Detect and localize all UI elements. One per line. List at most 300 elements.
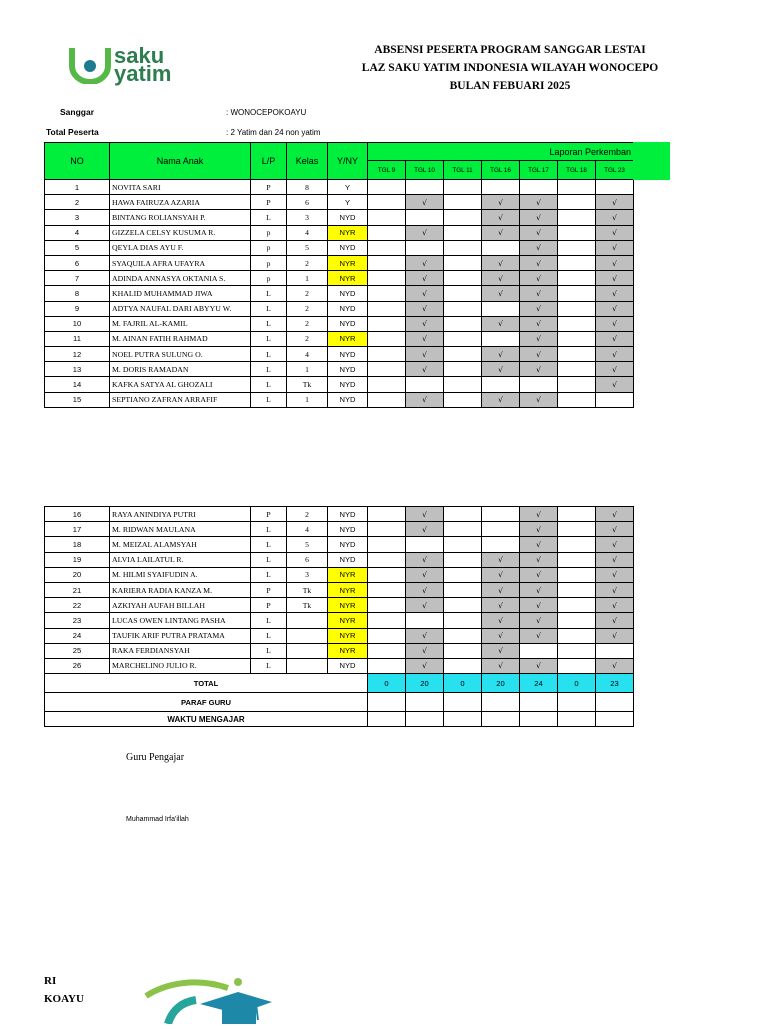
row-kelas: 6 — [287, 552, 328, 567]
attendance-cell — [596, 180, 634, 195]
total-value-0: 0 — [368, 674, 406, 693]
attendance-check-mark: √ — [406, 331, 444, 346]
date-header-6: TGL 23 — [596, 161, 634, 180]
attendance-check-mark: √ — [520, 362, 558, 377]
attendance-cell — [406, 180, 444, 195]
row-yny: NYR — [328, 582, 368, 597]
row-lp: P — [251, 195, 287, 210]
row-yny: NYD — [328, 301, 368, 316]
row-kelas: 5 — [287, 240, 328, 255]
attendance-cell — [558, 522, 596, 537]
attendance-check-mark: √ — [482, 598, 520, 613]
table-row — [45, 567, 634, 582]
date-header-0: TGL 9 — [368, 161, 406, 180]
signature-role: Guru Pengajar — [126, 752, 185, 763]
empty-cell — [596, 693, 634, 712]
bottom-text-2: KOAYU — [44, 993, 84, 1005]
attendance-cell — [558, 195, 596, 210]
row-name: BINTANG ROLIANSYAH P. — [110, 210, 251, 225]
row-no: 26 — [45, 658, 110, 673]
attendance-check-mark: √ — [520, 240, 558, 255]
document-title-line-3: BULAN FEBUARI 2025 — [449, 80, 571, 92]
attendance-cell — [482, 377, 520, 392]
total-row — [45, 674, 634, 693]
table-row — [45, 507, 634, 522]
attendance-cell — [368, 582, 406, 597]
attendance-cell — [558, 301, 596, 316]
row-lp: L — [251, 316, 287, 331]
table-row — [45, 225, 634, 240]
attendance-check-mark: √ — [596, 225, 634, 240]
row-name: QEYLA DIAS AYU F. — [110, 240, 251, 255]
row-kelas — [287, 643, 328, 658]
row-kelas: 4 — [287, 225, 328, 240]
attendance-check-mark: √ — [482, 195, 520, 210]
table-row — [45, 643, 634, 658]
attendance-check-mark: √ — [520, 522, 558, 537]
attendance-check-mark: √ — [406, 582, 444, 597]
table-row — [45, 301, 634, 316]
header-nama-anak: Nama Anak — [110, 143, 251, 180]
row-kelas: 2 — [287, 255, 328, 270]
total-value-3: 20 — [482, 674, 520, 693]
bottom-text-1: RI — [44, 975, 57, 987]
row-kelas: 4 — [287, 347, 328, 362]
row-lp: L — [251, 658, 287, 673]
row-no: 21 — [45, 582, 110, 597]
attendance-check-mark: √ — [520, 582, 558, 597]
table-row — [45, 522, 634, 537]
row-kelas: 8 — [287, 180, 328, 195]
row-no: 3 — [45, 210, 110, 225]
table-row — [45, 195, 634, 210]
row-kelas: 3 — [287, 210, 328, 225]
row-no: 10 — [45, 316, 110, 331]
row-no: 16 — [45, 507, 110, 522]
header-laporan: Laporan Perkemban — [368, 143, 634, 161]
row-no: 12 — [45, 347, 110, 362]
attendance-cell — [444, 552, 482, 567]
attendance-cell — [368, 507, 406, 522]
attendance-cell — [368, 271, 406, 286]
attendance-cell — [558, 628, 596, 643]
attendance-cell — [444, 210, 482, 225]
attendance-check-mark: √ — [482, 286, 520, 301]
row-name: SYAQUILA AFRA UFAYRA — [110, 255, 251, 270]
row-lp: p — [251, 225, 287, 240]
attendance-check-mark: √ — [596, 255, 634, 270]
row-no: 23 — [45, 613, 110, 628]
row-lp: p — [251, 271, 287, 286]
table-row — [45, 392, 634, 407]
total-value-2: 0 — [444, 674, 482, 693]
row-no: 11 — [45, 331, 110, 346]
row-lp: L — [251, 643, 287, 658]
attendance-cell — [558, 286, 596, 301]
attendance-cell — [444, 362, 482, 377]
date-header-5: TGL 18 — [558, 161, 596, 180]
row-lp: L — [251, 392, 287, 407]
row-yny: NYD — [328, 392, 368, 407]
attendance-cell — [558, 316, 596, 331]
row-lp: P — [251, 582, 287, 597]
row-kelas — [287, 628, 328, 643]
row-lp: L — [251, 552, 287, 567]
row-no: 5 — [45, 240, 110, 255]
table-row — [45, 613, 634, 628]
attendance-check-mark: √ — [596, 377, 634, 392]
row-yny: NYD — [328, 377, 368, 392]
attendance-cell — [558, 552, 596, 567]
attendance-cell — [444, 598, 482, 613]
attendance-check-mark: √ — [406, 286, 444, 301]
empty-cell — [520, 712, 558, 727]
attendance-check-mark: √ — [482, 255, 520, 270]
row-kelas: 1 — [287, 271, 328, 286]
graduation-logo — [138, 974, 278, 1024]
attendance-cell — [368, 316, 406, 331]
attendance-cell — [558, 347, 596, 362]
attendance-cell — [444, 628, 482, 643]
attendance-check-mark: √ — [520, 347, 558, 362]
row-kelas: 2 — [287, 301, 328, 316]
row-yny: NYD — [328, 347, 368, 362]
attendance-check-mark: √ — [482, 658, 520, 673]
attendance-check-mark: √ — [406, 195, 444, 210]
row-no: 25 — [45, 643, 110, 658]
table-row — [45, 347, 634, 362]
row-no: 1 — [45, 180, 110, 195]
row-no: 7 — [45, 271, 110, 286]
total-value-1: 20 — [406, 674, 444, 693]
attendance-check-mark: √ — [520, 537, 558, 552]
attendance-cell — [444, 567, 482, 582]
attendance-cell — [558, 507, 596, 522]
row-name: KAFKA SATYA AL GHOZALI — [110, 377, 251, 392]
attendance-check-mark: √ — [406, 567, 444, 582]
attendance-check-mark: √ — [520, 658, 558, 673]
attendance-check-mark: √ — [482, 643, 520, 658]
attendance-cell — [558, 392, 596, 407]
table-row — [45, 582, 634, 597]
row-kelas: 2 — [287, 316, 328, 331]
row-yny: NYD — [328, 658, 368, 673]
row-no: 22 — [45, 598, 110, 613]
empty-cell — [368, 712, 406, 727]
row-kelas: 2 — [287, 331, 328, 346]
empty-cell — [368, 693, 406, 712]
row-no: 9 — [45, 301, 110, 316]
saku-yatim-logo-mark — [68, 44, 112, 84]
attendance-check-mark: √ — [520, 255, 558, 270]
attendance-cell — [368, 613, 406, 628]
attendance-check-mark: √ — [482, 552, 520, 567]
row-lp: p — [251, 255, 287, 270]
attendance-check-mark: √ — [482, 347, 520, 362]
empty-cell — [482, 712, 520, 727]
attendance-cell — [444, 377, 482, 392]
attendance-cell — [558, 255, 596, 270]
total-label: TOTAL — [45, 674, 368, 693]
date-header-4: TGL 17 — [520, 161, 558, 180]
graduation-cap-icon — [138, 974, 278, 1024]
row-kelas: 1 — [287, 362, 328, 377]
table-row — [45, 240, 634, 255]
attendance-cell — [406, 613, 444, 628]
row-name: NOVITA SARI — [110, 180, 251, 195]
row-lp: P — [251, 598, 287, 613]
row-yny: NYR — [328, 567, 368, 582]
attendance-cell — [482, 522, 520, 537]
row-lp: L — [251, 537, 287, 552]
attendance-check-mark: √ — [596, 362, 634, 377]
row-yny: NYR — [328, 331, 368, 346]
attendance-cell — [368, 180, 406, 195]
row-name: TAUFIK ARIF PUTRA PRATAMA — [110, 628, 251, 643]
row-kelas: 6 — [287, 195, 328, 210]
empty-cell — [444, 712, 482, 727]
row-kelas: 4 — [287, 522, 328, 537]
attendance-check-mark: √ — [482, 210, 520, 225]
row-no: 20 — [45, 567, 110, 582]
attendance-cell — [406, 537, 444, 552]
table-row — [45, 331, 634, 346]
attendance-cell — [368, 377, 406, 392]
empty-cell — [444, 693, 482, 712]
attendance-rows-1 — [45, 180, 634, 408]
attendance-cell — [368, 537, 406, 552]
row-yny: NYD — [328, 522, 368, 537]
attendance-cell — [482, 240, 520, 255]
waktu-mengajar-row — [45, 712, 634, 727]
attendance-cell — [368, 643, 406, 658]
row-yny: NYD — [328, 210, 368, 225]
attendance-cell — [558, 331, 596, 346]
attendance-cell — [520, 377, 558, 392]
table-row — [45, 180, 634, 195]
row-lp: L — [251, 347, 287, 362]
attendance-check-mark: √ — [406, 522, 444, 537]
attendance-check-mark: √ — [520, 316, 558, 331]
attendance-cell — [406, 377, 444, 392]
attendance-cell — [558, 613, 596, 628]
row-name: AZKIYAH AUFAH BILLAH — [110, 598, 251, 613]
attendance-check-mark: √ — [520, 225, 558, 240]
row-kelas — [287, 613, 328, 628]
attendance-check-mark: √ — [406, 225, 444, 240]
attendance-check-mark: √ — [406, 507, 444, 522]
attendance-check-mark: √ — [482, 362, 520, 377]
attendance-cell — [558, 240, 596, 255]
attendance-cell — [444, 180, 482, 195]
row-lp: L — [251, 377, 287, 392]
attendance-cell — [368, 522, 406, 537]
attendance-rows-2 — [45, 507, 634, 674]
row-name: ALVIA LAILATUL R. — [110, 552, 251, 567]
attendance-cell — [368, 552, 406, 567]
row-yny: NYD — [328, 240, 368, 255]
attendance-check-mark: √ — [520, 286, 558, 301]
row-name: M. RIDWAN MAULANA — [110, 522, 251, 537]
empty-cell — [406, 693, 444, 712]
attendance-table-1 — [44, 142, 634, 408]
empty-cell — [520, 693, 558, 712]
empty-cell — [482, 693, 520, 712]
row-kelas: 5 — [287, 537, 328, 552]
table-row — [45, 537, 634, 552]
table-row — [45, 552, 634, 567]
attendance-cell — [596, 392, 634, 407]
attendance-cell — [368, 331, 406, 346]
date-header-2: TGL 11 — [444, 161, 482, 180]
attendance-check-mark: √ — [406, 658, 444, 673]
total-value-4: 24 — [520, 674, 558, 693]
attendance-check-mark: √ — [596, 537, 634, 552]
empty-cell — [596, 712, 634, 727]
row-kelas: Tk — [287, 582, 328, 597]
attendance-cell — [558, 362, 596, 377]
row-no: 15 — [45, 392, 110, 407]
row-lp: P — [251, 180, 287, 195]
total-peserta-label: Total Peserta — [46, 127, 99, 137]
attendance-cell — [558, 180, 596, 195]
table-row — [45, 362, 634, 377]
attendance-check-mark: √ — [596, 347, 634, 362]
attendance-check-mark: √ — [596, 301, 634, 316]
attendance-check-mark: √ — [520, 552, 558, 567]
row-yny: NYD — [328, 286, 368, 301]
attendance-check-mark: √ — [406, 255, 444, 270]
row-yny: NYR — [328, 613, 368, 628]
attendance-check-mark: √ — [596, 331, 634, 346]
row-kelas: Tk — [287, 377, 328, 392]
row-lp: L — [251, 522, 287, 537]
row-lp: L — [251, 613, 287, 628]
attendance-cell — [444, 658, 482, 673]
row-yny: NYR — [328, 255, 368, 270]
row-no: 2 — [45, 195, 110, 210]
attendance-check-mark: √ — [596, 240, 634, 255]
attendance-check-mark: √ — [482, 613, 520, 628]
row-yny: NYR — [328, 271, 368, 286]
row-kelas: 1 — [287, 392, 328, 407]
attendance-check-mark: √ — [596, 210, 634, 225]
attendance-cell — [368, 362, 406, 377]
attendance-check-mark: √ — [482, 316, 520, 331]
attendance-cell — [444, 255, 482, 270]
attendance-check-mark: √ — [596, 552, 634, 567]
row-name: HAWA FAIRUZA AZARIA — [110, 195, 251, 210]
attendance-check-mark: √ — [596, 316, 634, 331]
row-yny: NYR — [328, 643, 368, 658]
attendance-cell — [558, 567, 596, 582]
attendance-cell — [368, 255, 406, 270]
row-name: M. FAJRIL AL-KAMIL — [110, 316, 251, 331]
row-yny: Y — [328, 195, 368, 210]
attendance-cell — [368, 347, 406, 362]
row-name: GIZZELA CELSY KUSUMA R. — [110, 225, 251, 240]
attendance-cell — [520, 643, 558, 658]
attendance-check-mark: √ — [520, 331, 558, 346]
row-name: NOEL PUTRA SULUNG O. — [110, 347, 251, 362]
row-name: M. HILMI SYAIFUDIN A. — [110, 567, 251, 582]
total-peserta-value: : 2 Yatim dan 24 non yatim — [226, 128, 321, 137]
attendance-cell — [444, 225, 482, 240]
header-yny: Y/NY — [328, 143, 368, 180]
attendance-cell — [444, 537, 482, 552]
attendance-cell — [558, 582, 596, 597]
row-no: 6 — [45, 255, 110, 270]
header-extension — [633, 142, 670, 180]
attendance-check-mark: √ — [596, 628, 634, 643]
row-yny: NYR — [328, 225, 368, 240]
row-name: RAKA FERDIANSYAH — [110, 643, 251, 658]
row-name: RAYA ANINDIYA PUTRI — [110, 507, 251, 522]
attendance-cell — [482, 537, 520, 552]
header-kelas: Kelas — [287, 143, 328, 180]
attendance-cell — [558, 598, 596, 613]
total-value-6: 23 — [596, 674, 634, 693]
attendance-cell — [482, 301, 520, 316]
attendance-check-mark: √ — [520, 271, 558, 286]
attendance-check-mark: √ — [406, 392, 444, 407]
document-title-line-2: LAZ SAKU YATIM INDONESIA WILAYAH WONOCEPO — [361, 62, 659, 74]
row-name: M. MEIZAL ALAMSYAH — [110, 537, 251, 552]
attendance-check-mark: √ — [482, 225, 520, 240]
attendance-check-mark: √ — [520, 613, 558, 628]
attendance-check-mark: √ — [406, 643, 444, 658]
date-header-3: TGL 16 — [482, 161, 520, 180]
attendance-cell — [558, 658, 596, 673]
row-name: M. DORIS RAMADAN — [110, 362, 251, 377]
row-name: LUCAS OWEN LINTANG PASHA — [110, 613, 251, 628]
attendance-cell — [558, 225, 596, 240]
attendance-check-mark: √ — [482, 582, 520, 597]
table-row — [45, 316, 634, 331]
attendance-check-mark: √ — [596, 613, 634, 628]
row-name: KARIERA RADIA KANZA M. — [110, 582, 251, 597]
row-lp: L — [251, 628, 287, 643]
empty-cell — [406, 712, 444, 727]
row-name: MARCHELINO JULIO R. — [110, 658, 251, 673]
row-no: 19 — [45, 552, 110, 567]
table-row — [45, 658, 634, 673]
attendance-check-mark: √ — [520, 567, 558, 582]
attendance-cell — [444, 613, 482, 628]
attendance-cell — [368, 392, 406, 407]
row-yny: Y — [328, 180, 368, 195]
row-lp: P — [251, 507, 287, 522]
attendance-check-mark: √ — [596, 507, 634, 522]
attendance-cell — [482, 507, 520, 522]
attendance-check-mark: √ — [406, 271, 444, 286]
row-no: 18 — [45, 537, 110, 552]
attendance-cell — [520, 180, 558, 195]
row-name: ADINDA ANNASYA OKTANIA S. — [110, 271, 251, 286]
attendance-check-mark: √ — [482, 567, 520, 582]
attendance-cell — [368, 240, 406, 255]
attendance-check-mark: √ — [520, 301, 558, 316]
row-kelas: 2 — [287, 286, 328, 301]
attendance-check-mark: √ — [596, 567, 634, 582]
attendance-cell — [406, 210, 444, 225]
signature-name: Muhammad Irfa'illah — [126, 816, 189, 823]
attendance-cell — [558, 537, 596, 552]
attendance-cell — [368, 210, 406, 225]
attendance-cell — [444, 271, 482, 286]
row-lp: L — [251, 286, 287, 301]
logo-word-saku: saku — [114, 43, 165, 68]
